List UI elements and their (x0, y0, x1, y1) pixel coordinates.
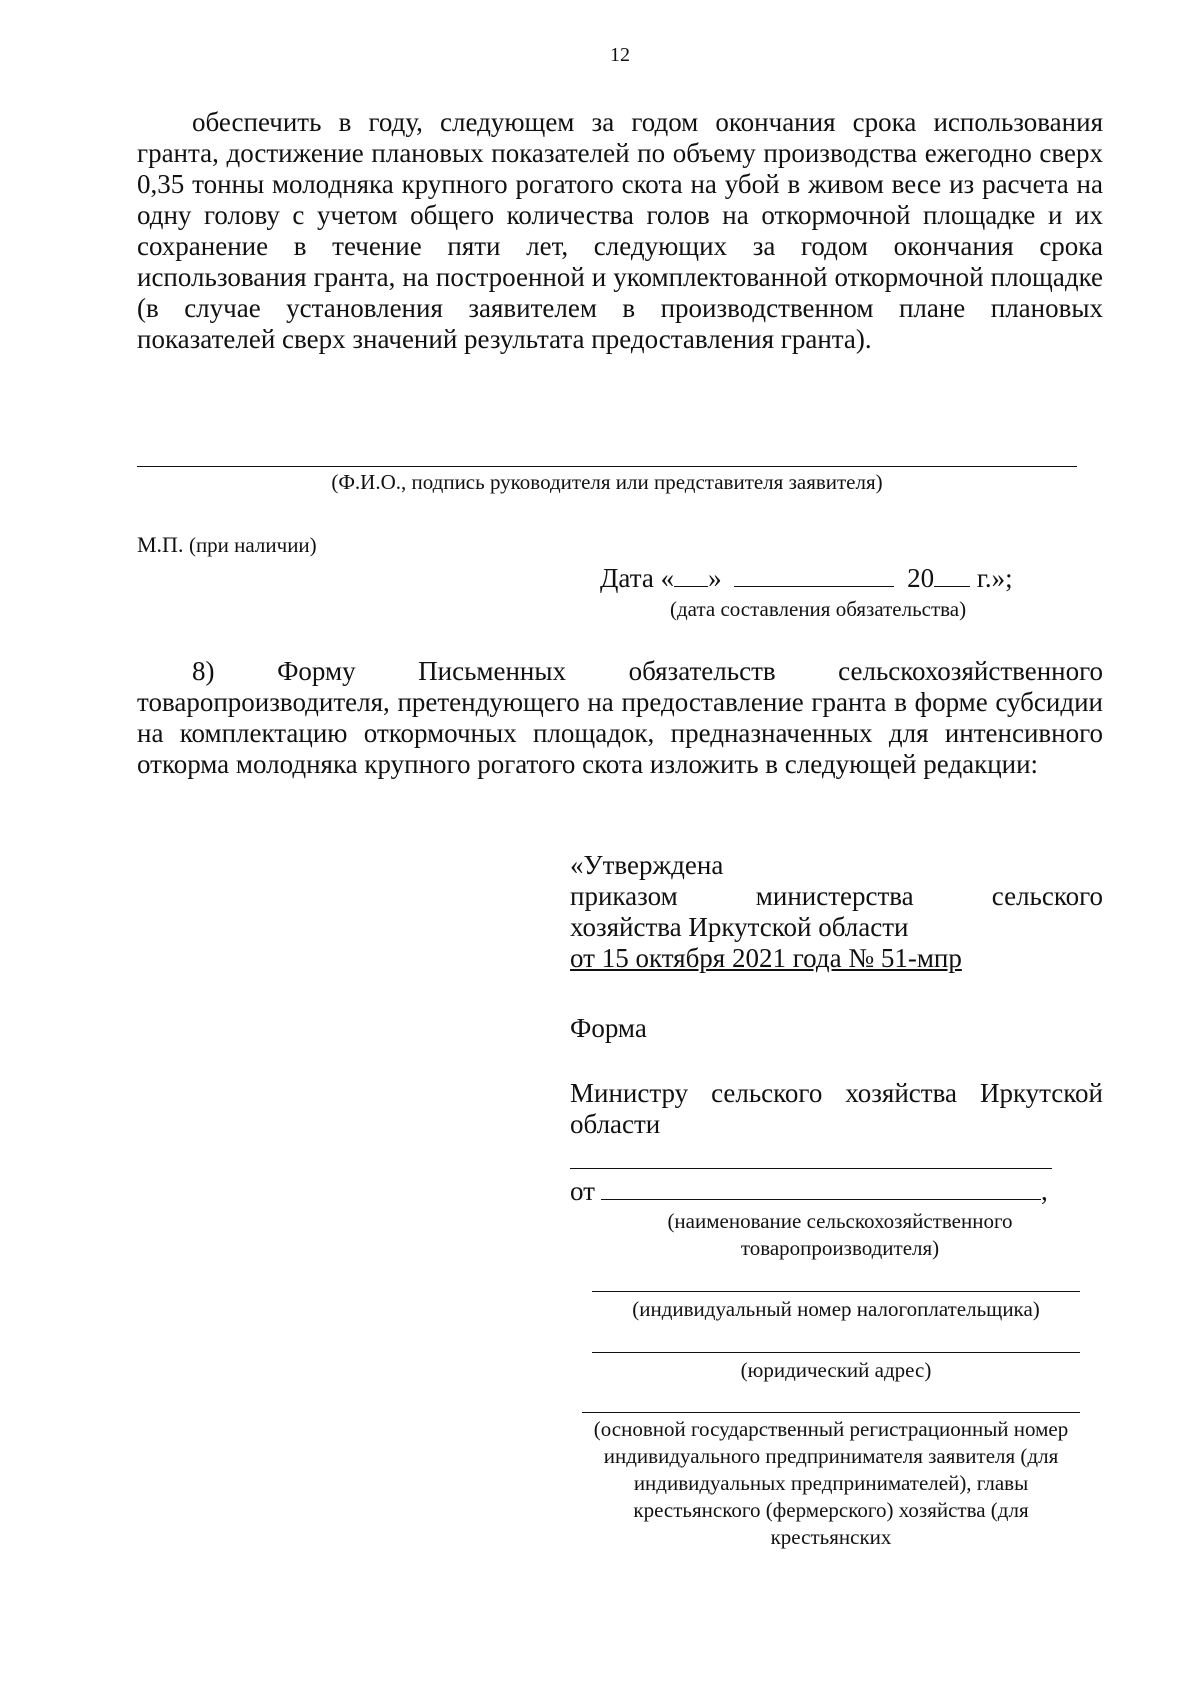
approval-order-reference: от 15 октября 2021 года № 51-мпр (570, 943, 962, 973)
from-suffix: , (1040, 1176, 1048, 1206)
addressee: Министру сельского хозяйства Иркутской области (570, 1078, 1103, 1139)
sender-line[interactable] (570, 1168, 1052, 1169)
from-label: от (570, 1176, 595, 1206)
date-caption: (дата составления обязательства) (670, 597, 967, 621)
producer-name-caption: (наименование сельскохозяйственного товаропроизводителя) (667, 1209, 1013, 1260)
address-line[interactable] (592, 1352, 1080, 1353)
from-row (570, 1176, 1080, 1207)
stamp-label: М.П. (137, 532, 184, 557)
form-label: Форма (570, 1013, 647, 1043)
approval-line-2: приказом министерства сельского (570, 881, 1103, 911)
inn-line[interactable] (592, 1291, 1080, 1292)
obligation-paragraph: обеспечить в году, следующем за годом окончания срока использования гранта, достижение плановых показателей по объему производства ежегодно сверх 0,35 тонны молодняка крупного рогатого скота на убой в живом весе из расчета на одну голову с учетом общего количества голов на откормочной площадке и их сохранение в течение пяти лет, следующих за годом окончания срока использования гранта, на построенной и укомплектованной откормочной площадке (в случае установления заявителем в производственном плане плановых показателей сверх значений результата предоставления гранта). (137, 107, 1103, 354)
month-blank[interactable] (734, 564, 894, 587)
approval-line-1: «Утверждена (570, 850, 724, 880)
paragraph-8: 8) Форму Письменных обязательств сельскохозяйственного товаропроизводителя, претендующего на предоставление гранта в форме субсидии на комплектацию откормочных площадок, предназначенных для интенсивного откорма молодняка крупного рогатого скота изложить в следующей редакции: (137, 656, 1103, 779)
date-prefix: Дата « (600, 563, 675, 593)
date-suffix: г.»; (976, 563, 1013, 593)
page-number: 12 (610, 44, 630, 66)
ogrn-caption: (основной государственный регистрационный номер индивидуального предпринимателя заявителя (для индивидуальных предпринимателей), главы крестьянского (фермерского) хозяйства (для крестьянских (593, 1417, 1069, 1549)
stamp-note: (при наличии) (188, 533, 317, 557)
date-mid: » (708, 563, 722, 593)
inn-caption: (индивидуальный номер налогоплательщика) (632, 1297, 1040, 1321)
from-blank[interactable] (601, 1177, 1041, 1200)
year-prefix: 20 (907, 563, 935, 593)
date-line (600, 563, 1100, 594)
year-blank[interactable] (934, 564, 970, 587)
stamp-placeholder (137, 532, 317, 558)
approval-block (570, 850, 1103, 974)
day-blank[interactable] (674, 564, 708, 587)
signature-line (137, 466, 1077, 467)
ogrn-line[interactable] (582, 1412, 1080, 1413)
address-caption: (юридический адрес) (740, 1358, 932, 1382)
signature-caption: (Ф.И.О., подпись руководителя или представителя заявителя) (331, 470, 883, 494)
approval-line-3: хозяйства Иркутской области (570, 912, 909, 942)
